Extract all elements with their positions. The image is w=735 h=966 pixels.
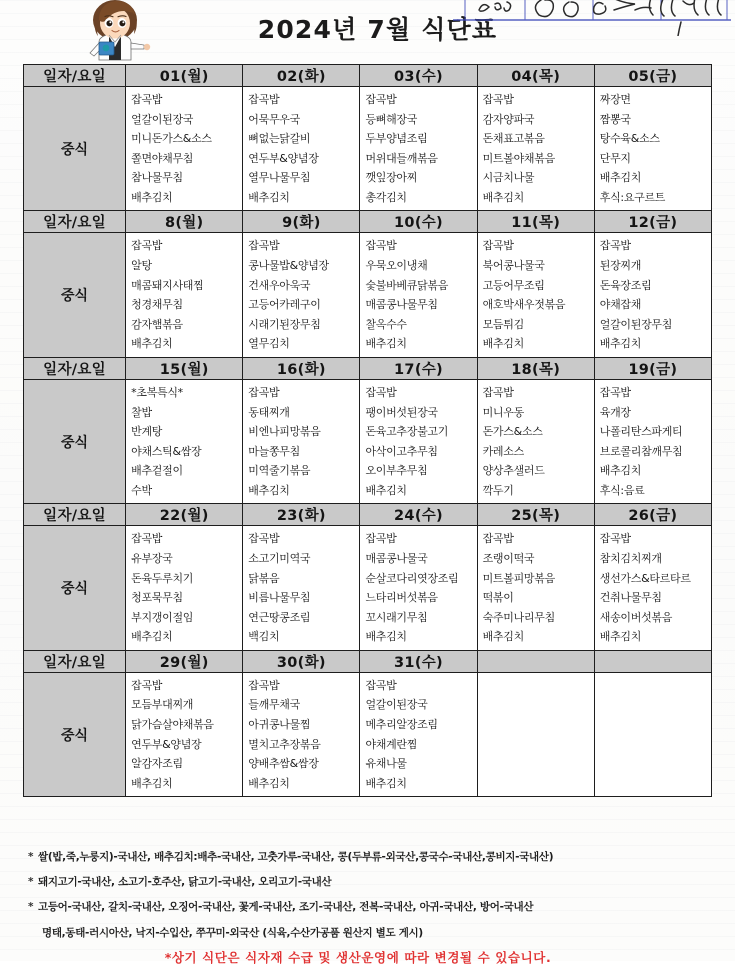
date-header-cell: 15(월) <box>126 357 243 379</box>
menu-dish: 짬뽕국 <box>599 112 631 126</box>
menu-dish: 잡곡밥 <box>365 385 397 399</box>
menu-dish: 잡곡밥 <box>248 93 280 106</box>
date-header-cell: 12(금) <box>594 211 711 233</box>
menu-dish: 동태찌개 <box>248 405 290 419</box>
origin-note-text: 쌀(밥,죽,누룽지)-국내산, 배추김치:배추-국내산, 고춧가루-국내산, 콩(두부류-외국산,콩국수-국내산,콩비지-국내산) <box>38 851 554 863</box>
menu-dish: 잡곡밥 <box>365 93 397 106</box>
menu-dish: 감자햄볶음 <box>131 317 183 331</box>
menu-dish: 애호박새우젓볶음 <box>482 298 566 312</box>
meal-type-label: 중식 <box>24 672 126 796</box>
menu-dish: 시래기된장무침 <box>248 317 321 331</box>
menu-dish: 매콤콩나물국 <box>365 551 428 565</box>
menu-dish: 배추김치 <box>131 337 173 351</box>
menu-dish: 육개장 <box>599 405 631 419</box>
menu-dish: 후식:음료 <box>599 483 645 497</box>
menu-dish: 백김치 <box>248 630 280 644</box>
menu-dish: 잡곡밥 <box>482 93 514 106</box>
menu-dish: 유채나물 <box>365 757 407 771</box>
menu-dish: 잡곡밥 <box>131 93 163 106</box>
menu-dish: 잡곡밥 <box>248 239 280 253</box>
menu-dish: *초복특식* <box>131 385 183 399</box>
menu-dish: 매콤콩나물무침 <box>365 298 438 312</box>
daily-menu-cell <box>594 379 711 503</box>
menu-dish: 들깨무채국 <box>248 698 300 712</box>
menu-dish: 아삭이고추무침 <box>365 444 438 458</box>
menu-dish: 깻잎장아찌 <box>365 171 418 185</box>
menu-dish: 새송이버섯볶음 <box>599 610 673 624</box>
label-header-cell: 일자/요일 <box>24 211 126 233</box>
menu-dish: 배추김치 <box>248 776 290 790</box>
menu-dish: 야채스틱&쌈장 <box>131 444 202 458</box>
menu-dish: 양상추샐러드 <box>482 464 545 478</box>
daily-menu-cell <box>243 87 360 211</box>
menu-dish: 미트볼피망볶음 <box>482 571 555 585</box>
daily-menu-cell <box>594 526 711 650</box>
week-header-row <box>24 65 712 87</box>
menu-dish: 배추김치 <box>365 630 407 644</box>
daily-menu-cell <box>243 672 360 796</box>
menu-dish: 돈채표고볶음 <box>482 132 545 146</box>
date-header-cell: 8(월) <box>126 211 243 233</box>
daily-menu-cell-empty <box>477 672 594 796</box>
bullet-icon: * <box>28 876 34 889</box>
date-header-cell-empty <box>594 650 711 672</box>
menu-dish: 잡곡밥 <box>482 532 514 546</box>
daily-menu-cell <box>360 672 477 796</box>
page-title: 2024년 7월 식단표 <box>257 15 498 44</box>
menu-dish: 브로콜리참깨무침 <box>599 444 683 458</box>
date-header-cell: 26(금) <box>594 504 711 526</box>
menu-dish: 잡곡밥 <box>131 532 163 546</box>
menu-dish: 배추김치 <box>599 630 642 644</box>
origin-note <box>28 850 718 864</box>
label-header-cell: 일자/요일 <box>24 504 126 526</box>
label-header-cell: 일자/요일 <box>24 65 126 87</box>
menu-dish: 꼬시래기무침 <box>365 610 428 624</box>
menu-dish: 짜장면 <box>599 93 631 106</box>
menu-dish: 잡곡밥 <box>599 239 631 253</box>
daily-menu-cell <box>360 379 477 503</box>
menu-dish: 배추김치 <box>248 483 290 497</box>
meal-type-label: 중식 <box>24 233 126 357</box>
week-header-row <box>24 650 712 672</box>
week-header-row <box>24 357 712 379</box>
meal-type-label: 중식 <box>24 87 126 211</box>
menu-dish: 닭볶음 <box>248 571 280 585</box>
menu-dish: 비름나물무침 <box>248 591 311 605</box>
menu-dish: 잡곡밥 <box>599 532 631 546</box>
menu-dish: 팽이버섯된장국 <box>365 405 438 419</box>
menu-dish: 참나물무침 <box>131 171 183 185</box>
menu-dish: 멸치고추장볶음 <box>248 737 321 751</box>
menu-dish: 고등어카레구이 <box>248 298 321 312</box>
date-header-cell: 17(수) <box>360 357 477 379</box>
daily-menu-cell <box>477 379 594 503</box>
menu-dish: 잡곡밥 <box>482 239 514 253</box>
menu-dish: 배추김치 <box>482 337 524 351</box>
menu-dish: 건새우아욱국 <box>248 278 311 292</box>
daily-menu-cell <box>126 233 243 357</box>
menu-dish: 생선가스&타르타르 <box>599 571 691 585</box>
menu-dish: 고등어무조림 <box>482 278 545 292</box>
daily-menu-cell <box>360 87 477 211</box>
daily-menu-cell <box>126 87 243 211</box>
date-header-cell: 10(수) <box>360 211 477 233</box>
menu-dish: 잡곡밥 <box>599 385 631 399</box>
date-header-cell: 29(월) <box>126 650 243 672</box>
menu-dish: 아귀콩나물찜 <box>248 718 311 732</box>
meal-type-label: 중식 <box>24 379 126 503</box>
menu-dish: 돈육고추장불고기 <box>365 425 449 439</box>
menu-dish: 배추김치 <box>482 630 524 644</box>
menu-dish: 어묵무우국 <box>248 112 300 126</box>
date-header-cell: 05(금) <box>594 65 711 87</box>
menu-dish: 양배추쌈&쌈장 <box>248 757 319 771</box>
origin-note-continuation: 명태,동태-러시아산, 낙지-수입산, 쭈꾸미-외국산 (식육,수산가공품 원산지 별도 게시) <box>42 926 423 939</box>
date-header-cell: 31(수) <box>360 650 477 672</box>
menu-dish: 수박 <box>131 483 152 497</box>
menu-dish: 닭가슴살야채볶음 <box>131 718 214 732</box>
menu-dish: 참치김치찌개 <box>599 551 662 565</box>
document-header <box>0 0 735 62</box>
origin-note <box>28 875 718 889</box>
menu-dish: 연두부&양념장 <box>248 151 319 165</box>
week-menu-row <box>24 233 712 357</box>
menu-dish: 순살코다리엿장조림 <box>365 571 459 585</box>
menu-dish: 열무김치 <box>248 337 290 351</box>
menu-dish: 모듬부대찌개 <box>131 698 194 712</box>
date-header-cell: 18(목) <box>477 357 594 379</box>
menu-dish: 배추김치 <box>365 337 407 351</box>
daily-menu-cell <box>360 233 477 357</box>
menu-dish: 미트볼야채볶음 <box>482 151 555 165</box>
origin-notes <box>28 850 718 966</box>
menu-dish: 얼갈이된장무침 <box>599 317 673 331</box>
date-header-cell: 11(목) <box>477 211 594 233</box>
menu-dish: 배추김치 <box>482 190 524 204</box>
daily-menu-cell <box>360 526 477 650</box>
daily-menu-cell <box>126 672 243 796</box>
menu-dish: 모듬튀김 <box>482 317 524 331</box>
date-header-cell: 22(월) <box>126 504 243 526</box>
menu-dish: 조랭이떡국 <box>482 551 535 565</box>
menu-dish: 알감자조림 <box>131 757 183 771</box>
date-header-cell: 19(금) <box>594 357 711 379</box>
menu-dish: 탕수육&소스 <box>599 132 660 146</box>
daily-menu-cell <box>477 526 594 650</box>
date-header-cell: 24(수) <box>360 504 477 526</box>
menu-dish: 배추김치 <box>599 171 642 185</box>
menu-dish: 배추김치 <box>365 483 407 497</box>
menu-dish: 된장찌개 <box>599 259 642 273</box>
menu-dish: 미역줄기볶음 <box>248 464 311 478</box>
menu-dish: 잡곡밥 <box>248 678 280 692</box>
menu-dish: 야채계란찜 <box>365 737 418 751</box>
menu-dish: 연두부&양념장 <box>131 737 202 751</box>
menu-dish: 쫄면야채무침 <box>131 151 194 165</box>
date-header-cell: 30(화) <box>243 650 360 672</box>
menu-dish: 미니우동 <box>482 405 524 419</box>
menu-dish: 마늘쫑무침 <box>248 444 300 458</box>
menu-dish: 청경채무침 <box>131 298 183 312</box>
week-header-row <box>24 211 712 233</box>
week-menu-row <box>24 87 712 211</box>
menu-dish: 매콤돼지사태찜 <box>131 278 204 292</box>
date-header-cell-empty <box>477 650 594 672</box>
week-menu-row <box>24 672 712 796</box>
menu-dish: 부지갱이절임 <box>131 610 194 624</box>
date-header-cell: 16(화) <box>243 357 360 379</box>
menu-dish: 청포묵무침 <box>131 591 183 605</box>
menu-dish: 메추리알장조림 <box>365 718 438 732</box>
week-menu-row <box>24 526 712 650</box>
menu-dish: 단무지 <box>599 151 631 165</box>
daily-menu-cell <box>243 379 360 503</box>
handwritten-signature <box>445 0 735 36</box>
menu-table <box>23 64 712 797</box>
date-header-cell: 23(화) <box>243 504 360 526</box>
origin-note <box>28 900 718 914</box>
menu-dish: 잡곡밥 <box>131 678 163 692</box>
menu-dish: 숯불바베큐닭볶음 <box>365 278 449 292</box>
meal-type-label: 중식 <box>24 526 126 650</box>
label-header-cell: 일자/요일 <box>24 357 126 379</box>
daily-menu-cell <box>126 379 243 503</box>
daily-menu-cell <box>243 233 360 357</box>
date-header-cell: 02(화) <box>243 65 360 87</box>
menu-dish: 시금치나물 <box>482 171 535 185</box>
menu-dish: 비엔나피망볶음 <box>248 425 321 439</box>
menu-dish: 깍두기 <box>482 483 514 497</box>
menu-dish: 열무나물무침 <box>248 171 311 185</box>
menu-dish: 잡곡밥 <box>131 239 163 253</box>
menu-dish: 배추겉절이 <box>131 464 183 478</box>
bullet-icon: * <box>28 851 34 863</box>
origin-note-text: 돼지고기-국내산, 소고기-호주산, 닭고기-국내산, 오리고기-국내산 <box>38 876 332 889</box>
menu-dish: 머위대들깨볶음 <box>365 151 438 165</box>
menu-dish: 돈가스&소스 <box>482 425 543 439</box>
label-header-cell: 일자/요일 <box>24 650 126 672</box>
menu-dish: 잡곡밥 <box>248 532 280 546</box>
menu-dish: 돈육장조림 <box>599 278 652 292</box>
daily-menu-cell <box>243 526 360 650</box>
menu-dish: 소고기미역국 <box>248 551 311 565</box>
bullet-icon: * <box>28 901 34 914</box>
menu-dish: 잡곡밥 <box>248 385 280 399</box>
menu-dish: 배추김치 <box>599 337 642 351</box>
menu-dish: 찰밥 <box>131 405 152 419</box>
menu-dish: 총각김치 <box>365 190 407 204</box>
menu-dish: 잡곡밥 <box>365 532 397 546</box>
menu-dish: 반계탕 <box>131 425 163 439</box>
menu-dish: 두부양념조림 <box>365 132 428 146</box>
date-header-cell: 01(월) <box>126 65 243 87</box>
menu-dish: 나폴리탄스파게티 <box>599 425 683 439</box>
daily-menu-cell <box>477 233 594 357</box>
menu-dish: 배추김치 <box>365 776 407 790</box>
daily-menu-cell <box>594 233 711 357</box>
menu-dish: 돈육두루치기 <box>131 571 194 585</box>
menu-dish: 느타리버섯볶음 <box>365 591 438 605</box>
menu-dish: 연근땅콩조림 <box>248 610 311 624</box>
menu-dish: 잡곡밥 <box>482 385 514 399</box>
menu-dish: 배추김치 <box>131 630 173 644</box>
menu-dish: 배추김치 <box>131 190 173 204</box>
menu-dish: 얼갈이된장국 <box>131 112 194 126</box>
menu-dish: 건취나물무침 <box>599 591 662 605</box>
daily-menu-cell <box>594 87 711 211</box>
origin-note-text: 고등어-국내산, 갈치-국내산, 오징어-국내산, 꽃게-국내산, 조기-국내산, 전복-국내산, 아귀-국내산, 방어-국내산 <box>38 901 534 914</box>
menu-dish: 배추김치 <box>248 190 290 204</box>
menu-dish: 미니돈가스&소스 <box>131 132 212 146</box>
menu-dish: 북어콩나물국 <box>482 259 545 273</box>
date-header-cell: 03(수) <box>360 65 477 87</box>
menu-dish: 알탕 <box>131 259 152 273</box>
menu-dish: 떡볶이 <box>482 591 514 605</box>
menu-dish: 찰옥수수 <box>365 317 407 331</box>
menu-dish: 야채잡채 <box>599 298 642 312</box>
menu-dish: 카레소스 <box>482 444 524 458</box>
menu-dish: 등뼈해장국 <box>365 112 418 126</box>
date-header-cell: 9(화) <box>243 211 360 233</box>
menu-dish: 뼈없는닭갈비 <box>248 132 311 146</box>
daily-menu-cell <box>126 526 243 650</box>
daily-menu-cell <box>477 87 594 211</box>
menu-dish: 얼갈이된장국 <box>365 698 428 712</box>
week-header-row <box>24 504 712 526</box>
menu-dish: 감자양파국 <box>482 112 535 126</box>
menu-dish: 콩나물밥&양념장 <box>248 259 329 273</box>
menu-dish: 오이부추무침 <box>365 464 428 478</box>
date-header-cell: 04(목) <box>477 65 594 87</box>
menu-dish: 유부장국 <box>131 551 173 565</box>
daily-menu-cell-empty <box>594 672 711 796</box>
menu-dish: 잡곡밥 <box>365 678 397 692</box>
menu-dish: 배추김치 <box>599 464 642 478</box>
menu-dish: 우묵오이냉채 <box>365 259 428 273</box>
menu-dish: 숙주미나리무침 <box>482 610 555 624</box>
menu-change-disclaimer: *상기 식단은 식자재 수급 및 생산운영에 따라 변경될 수 있습니다. <box>164 949 552 965</box>
menu-dish: 후식:요구르트 <box>599 190 666 204</box>
date-header-cell: 25(목) <box>477 504 594 526</box>
menu-dish: 잡곡밥 <box>365 239 397 253</box>
menu-dish: 배추김치 <box>131 776 173 790</box>
week-menu-row <box>24 379 712 503</box>
